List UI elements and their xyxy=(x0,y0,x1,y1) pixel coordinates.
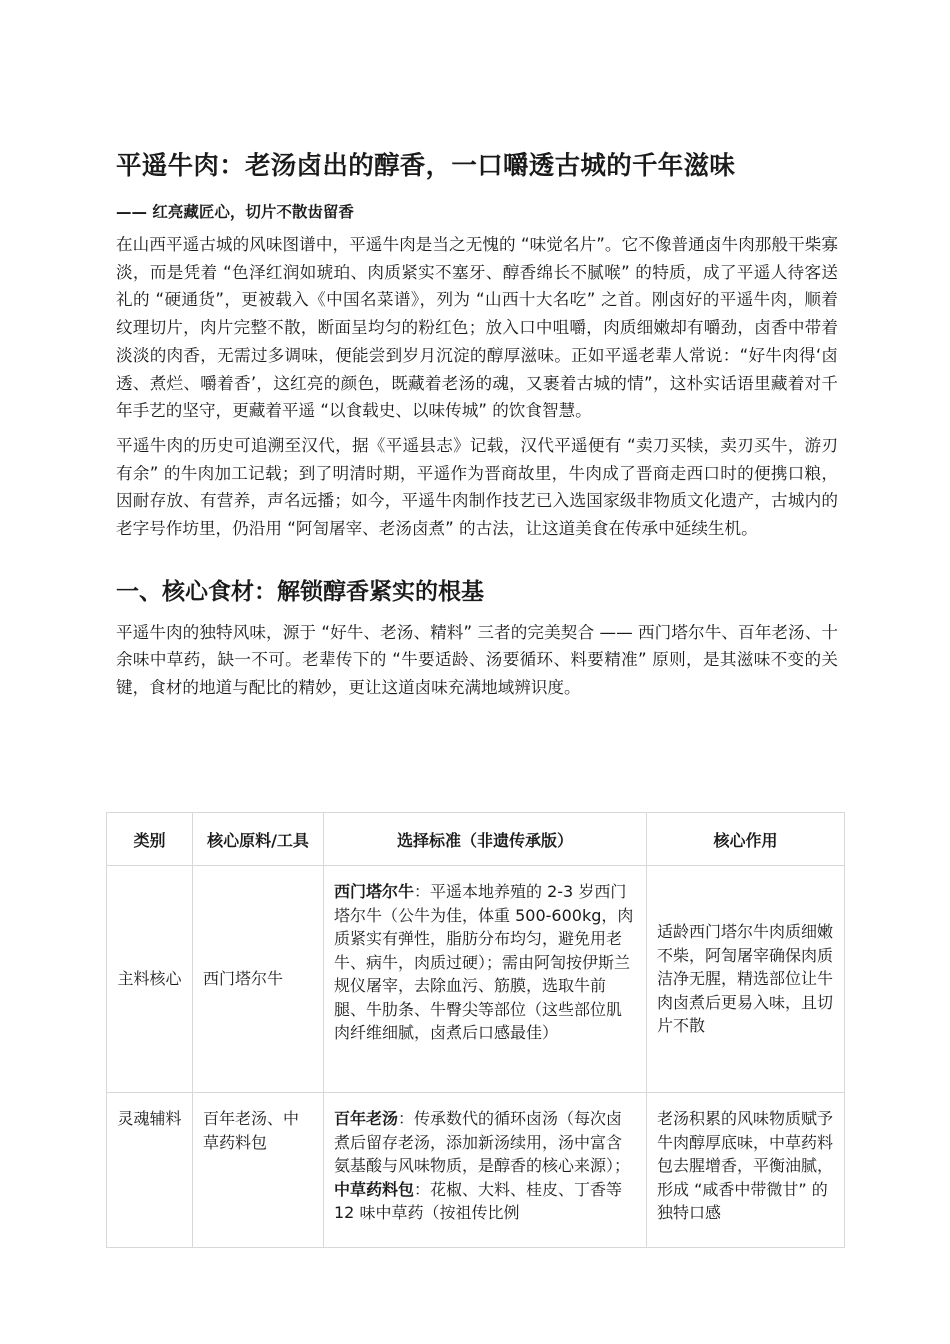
row-category: 灵魂辅料 xyxy=(107,1093,193,1248)
section-paragraph: 平遥牛肉的独特风味，源于 “好牛、老汤、精料” 三者的完美契合 —— 西门塔尔牛、百年老汤、十余味中草药，缺一不可。老辈传下的 “牛要适龄、汤要循环、料要精准” 原则，是其滋味不变的关键，食材的地道与配比的精妙，更让这道卤味充满地域辨识度。 xyxy=(116,622,838,698)
row-effect xyxy=(647,1093,845,1248)
intro-paragraph-1: 在山西平遥古城的风味图谱中，平遥牛肉是当之无愧的 “味觉名片”。它不像普通卤牛肉那般干柴寡淡，而是凭着 “色泽红润如琥珀、肉质紧实不塞牙、醇香绵长不腻喉” 的特质，成了平遥人待客送礼的 “硬通货”，更被载入《中国名菜谱》，列为 “山西十大名吃” 之首。刚卤好的平遥牛肉，顺着纹理切片，肉片完整不散，断面呈均匀的粉红色；放入口中咀嚼，肉质细嫩却有嚼劲，卤香中带着淡淡的肉香，无需过多调味，便能尝到岁月沉淀的醇厚滋味。正如平遥老辈人常说：“好牛肉得‘卤透、煮烂、嚼着香’，这红亮的颜色，既藏着老汤的魂，又裹着古城的情”，这朴实话语里藏着对千年手艺的坚守，更藏着平遥 “以食载史、以味传城” 的饮食智慧。 xyxy=(116,235,838,421)
table-header-row xyxy=(107,813,845,866)
standard-bold-term-2: 中草药料包 xyxy=(334,1179,415,1199)
row-material: 百年老汤、中草药料包 xyxy=(193,1093,324,1248)
ingredients-table xyxy=(106,812,845,1248)
row-effect-text: 老汤积累的风味物质赋予牛肉醇厚底味，中草药料包去腥增香，平衡油腻，形成 “咸香中带微甘” 的独特口感 xyxy=(657,1109,834,1222)
header-category: 类别 xyxy=(107,813,193,866)
standard-bold-term: 西门塔尔牛 xyxy=(334,882,415,901)
row-standard xyxy=(324,866,647,1093)
table-row xyxy=(107,1093,845,1248)
row-standard xyxy=(324,1093,647,1248)
header-material: 核心原料/工具 xyxy=(193,813,324,866)
row-material: 西门塔尔牛 xyxy=(193,866,324,1093)
document-body xyxy=(116,143,838,702)
standard-text: ：传承数代的循环卤汤（每次卤煮后留存老汤，添加新汤续用，汤中富含氨基酸与风味物质，是醇香的核心来源）； xyxy=(334,1109,631,1175)
page-subtitle: —— 红亮藏匠心，切片不散齿留香 xyxy=(116,203,354,221)
section-heading: 一、核心食材：解锁醇香紧实的根基 xyxy=(116,578,484,605)
header-effect: 核心作用 xyxy=(647,813,845,866)
standard-text: ：平遥本地养殖的 2-3 岁西门塔尔牛（公牛为佳，体重 500-600kg，肉质紧实有弹性，脂肪分布均匀，避免用老牛、病牛，肉质过硬）；需由阿訇按伊斯兰规仪屠宰，去除血污、筋膜，选取牛前腿、牛肋条、牛臀尖等部位（这些部位肌肉纤维细腻，卤煮后口感最佳） xyxy=(334,882,634,1042)
intro-paragraph-2: 平遥牛肉的历史可追溯至汉代，据《平遥县志》记载，汉代平遥便有 “卖刀买犊，卖刃买牛，游刃有余” 的牛肉加工记载；到了明清时期，平遥作为晋商故里，牛肉成了晋商走西口时的便携口粮，因耐存放、有营养，声名远播；如今，平遥牛肉制作技艺已入选国家级非物质文化遗产，古城内的老字号作坊里，仍沿用 “阿訇屠宰、老汤卤煮” 的古法，让这道美食在传承中延续生机。 xyxy=(116,435,838,539)
header-standard: 选择标准（非遗传承版） xyxy=(324,813,647,866)
row-effect: 适龄西门塔尔牛肉质细嫩不柴，阿訇屠宰确保肉质洁净无腥，精选部位让牛肉卤煮后更易入味，且切片不散 xyxy=(647,866,845,1093)
standard-bold-term: 百年老汤 xyxy=(334,1109,399,1128)
table-row xyxy=(107,866,845,1093)
standard-text-2: ：花椒、大料、桂皮、丁香等 12 味中草药（按祖传比例 xyxy=(334,1179,623,1222)
page-title: 平遥牛肉：老汤卤出的醇香，一口嚼透古城的千年滋味 xyxy=(116,151,736,181)
row-category: 主料核心 xyxy=(107,866,193,1093)
